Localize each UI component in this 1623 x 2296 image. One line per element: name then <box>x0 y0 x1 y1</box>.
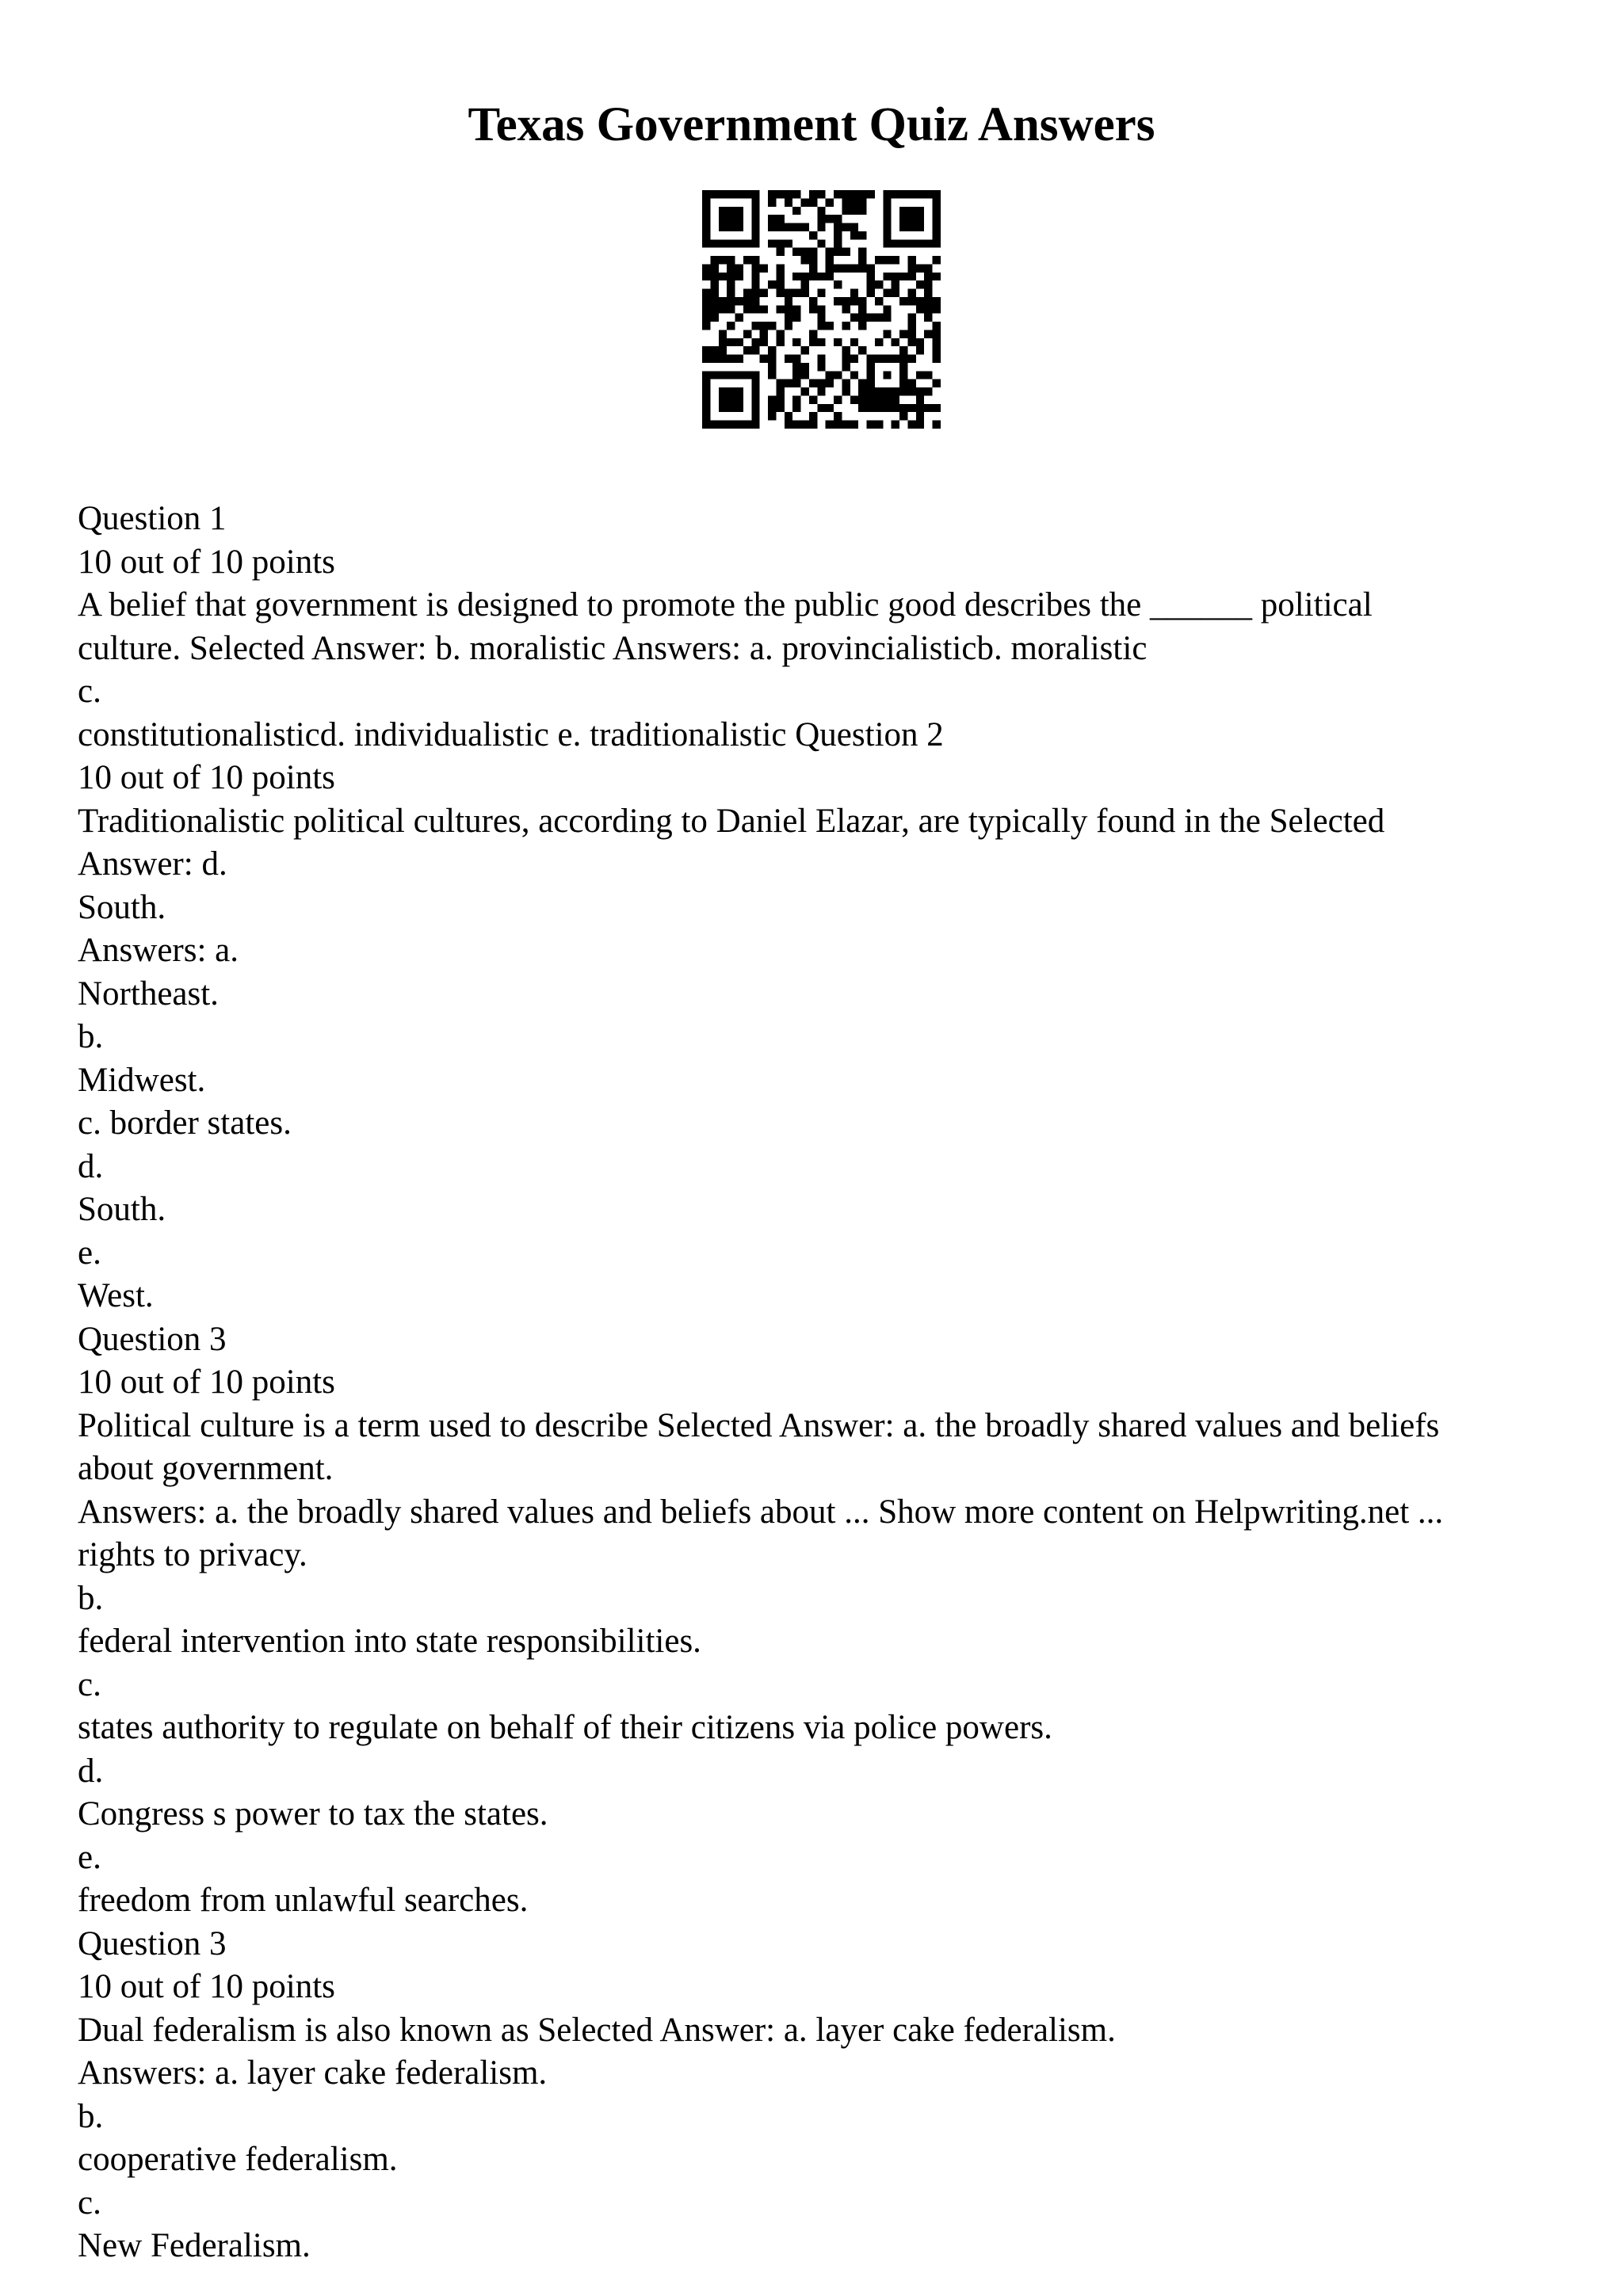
text-line: rights to privacy. <box>78 1536 307 1573</box>
text-line: 10 out of 10 points <box>78 543 335 581</box>
text-line: about government. <box>78 1450 334 1487</box>
text-line: Answers: a. <box>78 932 239 969</box>
text-line: Answers: a. layer cake federalism. <box>78 2054 548 2092</box>
text-line: 10 out of 10 points <box>78 1363 335 1401</box>
text-line: constitutionalisticd. individualistic e. traditionalistic Question 2 <box>78 715 944 753</box>
text-line: c. border states. <box>78 1104 292 1142</box>
text-line: South. <box>78 1191 166 1228</box>
text-line: Dual federalism is also known as Selected Answer: a. layer cake federalism. <box>78 2011 1116 2049</box>
text-line: culture. Selected Answer: b. moralistic Answers: a. provincialisticb. moralistic <box>78 629 1148 667</box>
text-line: Congress s power to tax the states. <box>78 1795 548 1833</box>
text-line: Question 3 <box>78 1924 227 1962</box>
text-line: Question 3 <box>78 1320 227 1358</box>
text-line: Traditionalistic political cultures, according to Daniel Elazar, are typically found in the Selected <box>78 802 1385 840</box>
text-line: Political culture is a term used to describe Selected Answer: a. the broadly shared values and beliefs <box>78 1406 1440 1444</box>
quiz-body-text <box>78 498 1568 2268</box>
qr-code-image <box>702 190 941 429</box>
text-line: e. <box>78 1838 101 1876</box>
text-line: Northeast. <box>78 974 219 1013</box>
text-line: Question 1 <box>78 500 227 537</box>
text-line: 10 out of 10 points <box>78 1968 335 2005</box>
text-line: Midwest. <box>78 1061 206 1099</box>
text-line: West. <box>78 1277 154 1314</box>
text-line: Answers: a. the broadly shared values and beliefs about ... Show more content on Helpwriting.net ... <box>78 1493 1444 1531</box>
text-line: e. <box>78 1234 101 1272</box>
text-line: c. <box>78 2183 101 2222</box>
text-line: freedom from unlawful searches. <box>78 1882 529 1919</box>
text-line: New Federalism. <box>78 2227 311 2264</box>
text-line: Answer: d. <box>78 845 227 883</box>
text-line: b. <box>78 2097 104 2135</box>
text-line: 10 out of 10 points <box>78 759 335 796</box>
text-line: c. <box>78 673 101 710</box>
text-line: b. <box>78 1579 104 1617</box>
text-line: cooperative federalism. <box>78 2141 398 2178</box>
text-line: federal intervention into state responsibilities. <box>78 1623 701 1660</box>
text-line: b. <box>78 1018 104 1055</box>
page-title: Texas Government Quiz Answers <box>468 98 1155 151</box>
text-line: d. <box>78 1752 104 1790</box>
text-line: d. <box>78 1147 104 1185</box>
text-line: c. <box>78 1665 101 1703</box>
text-line: South. <box>78 888 166 926</box>
text-line: A belief that government is designed to promote the public good describes the ______ political <box>78 586 1373 624</box>
text-line: states authority to regulate on behalf of their citizens via police powers. <box>78 1709 1052 1746</box>
